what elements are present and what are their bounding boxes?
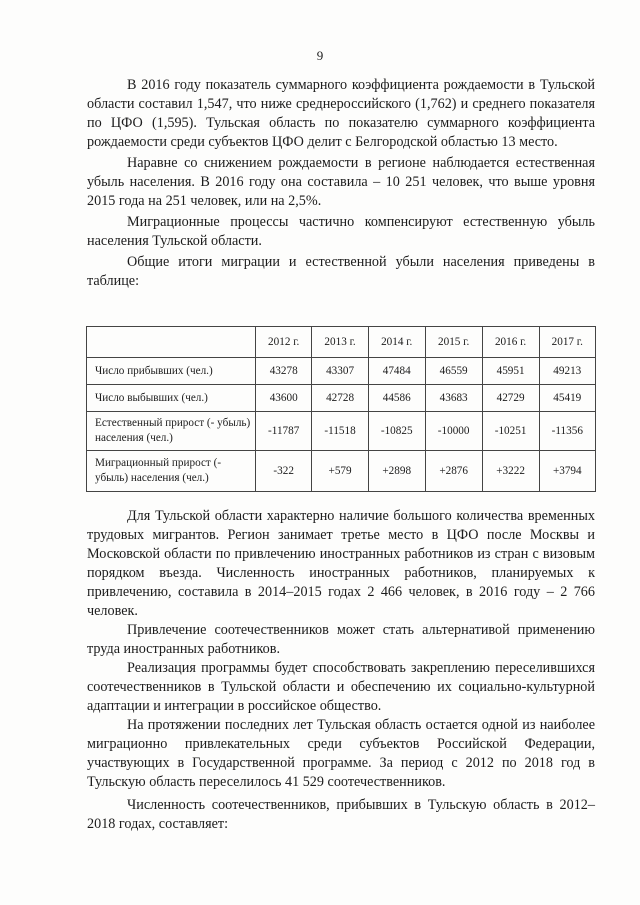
table-header-cell: 2015 г.: [425, 327, 482, 358]
paragraph-birth-rate: В 2016 году показатель суммарного коэффициента рождаемости в Тульской области составил 1,547, что ниже среднероссийского (1,762) и среднего показателя по ЦФО (1,595). Тульская область по показателю суммарного коэффициента рождаемости среди субъектов ЦФО делит с Белгородской областью 13 место.: [87, 77, 595, 150]
text-block-bottom: [87, 507, 595, 834]
row-label: Миграционный прирост (- убыль) населения (чел.): [87, 451, 256, 492]
table-cell: 43307: [312, 358, 368, 385]
paragraph-natural-decline: Наравне со снижением рождаемости в регионе наблюдается естественная убыль населения. В 2016 году она составила – 10 251 человек, что выше уровня 2015 года на 251 человек, или на 2,5%.: [87, 155, 595, 209]
table-row: [87, 451, 596, 492]
table-header-cell: 2017 г.: [539, 327, 595, 358]
paragraph-migration-attractiveness: На протяжении последних лет Тульская область остается одной из наиболее миграционно привлекательных среди субъектов Российской Федерации, участвующих в Государственной программе. За период с 2012 по 2018 год в Тульскую область переселилось 41 529 соотечественников.: [87, 717, 595, 790]
table-cell: +579: [312, 451, 368, 492]
table-row: [87, 385, 596, 412]
table-cell: 43683: [425, 385, 482, 412]
row-label: Число прибывших (чел.): [87, 358, 256, 385]
paragraph-table-intro: Общие итоги миграции и естественной убыли населения приведены в таблице:: [87, 254, 595, 289]
table-cell: 42728: [312, 385, 368, 412]
paragraph-compatriots-alternative: Привлечение соотечественников может стать альтернативой применению труда иностранных работников.: [87, 622, 595, 657]
table-cell: -322: [256, 451, 312, 492]
table-cell: 44586: [368, 385, 425, 412]
table-header-cell: 2014 г.: [368, 327, 425, 358]
table-header-cell: [87, 327, 256, 358]
page-number: 9: [316, 48, 324, 63]
table-cell: +2898: [368, 451, 425, 492]
paragraph-compatriots-count-intro: Численность соотечественников, прибывших в Тульскую область в 2012–2018 годах, составляет:: [87, 797, 595, 832]
table-cell: 47484: [368, 358, 425, 385]
paragraph-program-implementation: Реализация программы будет способствовать закреплению переселившихся соотечественников в Тульской области и обеспечению их социально-культурной адаптации и интеграции в российское общество.: [87, 660, 595, 714]
table-cell: -10251: [482, 412, 539, 451]
table-row: [87, 412, 596, 451]
table-row: [87, 358, 596, 385]
table-cell: 42729: [482, 385, 539, 412]
table-cell: 43600: [256, 385, 312, 412]
table-header-row: [87, 327, 596, 358]
paragraph-migration-compensation: Миграционные процессы частично компенсируют естественную убыль населения Тульской области.: [87, 214, 595, 249]
table-cell: 45419: [539, 385, 595, 412]
table-cell: +3794: [539, 451, 595, 492]
table-cell: -10000: [425, 412, 482, 451]
table-cell: -11787: [256, 412, 312, 451]
table-cell: -11356: [539, 412, 595, 451]
row-label: Число выбывших (чел.): [87, 385, 256, 412]
table-header-cell: 2012 г.: [256, 327, 312, 358]
table-cell: 43278: [256, 358, 312, 385]
migration-table: [86, 326, 596, 492]
table-cell: +2876: [425, 451, 482, 492]
table-cell: -11518: [312, 412, 368, 451]
row-label: Естественный прирост (- убыль) населения (чел.): [87, 412, 256, 451]
table-cell: -10825: [368, 412, 425, 451]
table-cell: 45951: [482, 358, 539, 385]
table-cell: +3222: [482, 451, 539, 492]
table-cell: 46559: [425, 358, 482, 385]
table-header-cell: 2016 г.: [482, 327, 539, 358]
table-header-cell: 2013 г.: [312, 327, 368, 358]
paragraph-labor-migrants: Для Тульской области характерно наличие большого количества временных трудовых мигрантов. Регион занимает третье место в ЦФО после Москвы и Московской области по привлечению иностранных работников из стран с визовым порядком въезда. Численность иностранных работников, планируемых к привлечению, составила в 2014–2015 годах 2 466 человек, в 2016 году – 2 766 человек.: [87, 508, 595, 619]
table-cell: 49213: [539, 358, 595, 385]
text-block-top: [87, 76, 595, 291]
